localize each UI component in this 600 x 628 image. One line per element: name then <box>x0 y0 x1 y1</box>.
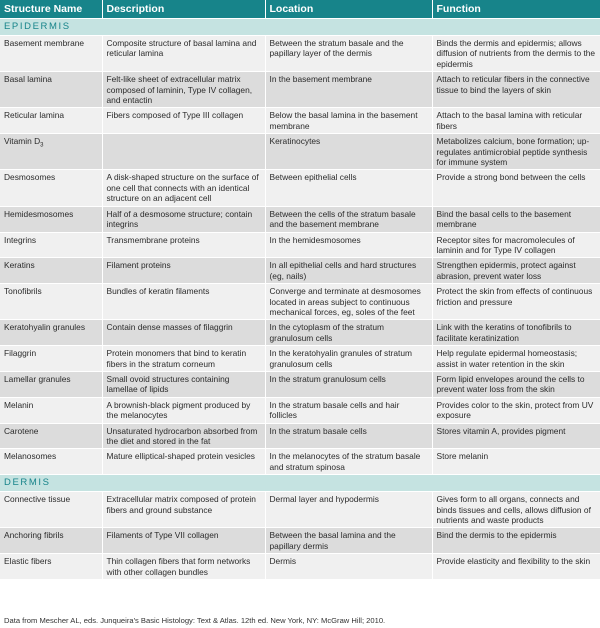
cell-location: Between epithelial cells <box>265 170 432 206</box>
cell-function: Gives form to all organs, connects and binds tissues and cells, allows diffusion of nutrients and waste products <box>432 492 600 528</box>
cell-location: Between the basal lamina and the papillary dermis <box>265 528 432 554</box>
table-row <box>0 528 600 554</box>
section-row-dermis <box>0 475 600 492</box>
cell-name: Integrins <box>0 232 102 258</box>
cell-location: In the cytoplasm of the stratum granulosum cells <box>265 320 432 346</box>
cell-name: Lamellar granules <box>0 371 102 397</box>
table-row <box>0 554 600 579</box>
cell-description: Protein monomers that bind to keratin fibers in the stratum corneum <box>102 346 265 372</box>
table-row <box>0 232 600 258</box>
table-row <box>0 397 600 423</box>
cell-function: Provides color to the skin, protect from UV exposure <box>432 397 600 423</box>
cell-name: Anchoring fibrils <box>0 528 102 554</box>
cell-function: Store melanin <box>432 449 600 475</box>
cell-description: A disk-shaped structure on the surface of one cell that connects with an identical structure on an adjacent cell <box>102 170 265 206</box>
cell-function: Metabolizes calcium, bone formation; up-regulates antimicrobial peptide synthesis for immune system <box>432 134 600 170</box>
cell-function: Binds the dermis and epidermis; allows diffusion of nutrients from the dermis to the epidermis <box>432 36 600 72</box>
table-body <box>0 19 600 580</box>
cell-function: Stores vitamin A, provides pigment <box>432 423 600 449</box>
cell-name: Basement membrane <box>0 36 102 72</box>
header-structure-name: Structure Name <box>0 0 102 19</box>
cell-location: In the melanocytes of the stratum basale and stratum spinosa <box>265 449 432 475</box>
table-row <box>0 258 600 284</box>
cell-name: Carotene <box>0 423 102 449</box>
cell-description: Filament proteins <box>102 258 265 284</box>
cell-name: Desmosomes <box>0 170 102 206</box>
cell-function: Receptor sites for macromolecules of laminin and for Type IV collagen <box>432 232 600 258</box>
cell-location: In the keratohyalin granules of stratum granulosum cells <box>265 346 432 372</box>
cell-description: A brownish-black pigment produced by the melanocytes <box>102 397 265 423</box>
cell-location: Converge and terminate at desmosomes located in areas subject to continuous mechanical forces, eg, soles of the feet <box>265 284 432 320</box>
cell-location: In the hemidesmosomes <box>265 232 432 258</box>
cell-description: Half of a desmosome structure; contain integrins <box>102 206 265 232</box>
cell-name: Hemidesmosomes <box>0 206 102 232</box>
table-row <box>0 134 600 170</box>
cell-function: Strengthen epidermis, protect against abrasion, prevent water loss <box>432 258 600 284</box>
source-note: Data from Mescher AL, eds. Junqueira's Basic Histology: Text & Atlas. 12th ed. New York, NY: McGraw Hill; 2010. <box>4 616 386 625</box>
table-row <box>0 72 600 108</box>
cell-name: Basal lamina <box>0 72 102 108</box>
cell-description: Contain dense masses of filaggrin <box>102 320 265 346</box>
cell-name: Elastic fibers <box>0 554 102 579</box>
cell-description: Composite structure of basal lamina and reticular lamina <box>102 36 265 72</box>
cell-function: Help regulate epidermal homeostasis; assist in water retention in the skin <box>432 346 600 372</box>
cell-description: Transmembrane proteins <box>102 232 265 258</box>
header-function: Function <box>432 0 600 19</box>
cell-name: Keratohyalin granules <box>0 320 102 346</box>
table-row <box>0 206 600 232</box>
cell-location: Below the basal lamina in the basement membrane <box>265 108 432 134</box>
section-title: EPIDERMIS <box>0 19 600 36</box>
table-row <box>0 320 600 346</box>
cell-location: In all epithelial cells and hard structures (eg, nails) <box>265 258 432 284</box>
table-row <box>0 423 600 449</box>
table-row <box>0 284 600 320</box>
cell-description: Thin collagen fibers that form networks with other collagen bundles <box>102 554 265 579</box>
table-row <box>0 346 600 372</box>
cell-location: In the basement membrane <box>265 72 432 108</box>
cell-location: Dermal layer and hypodermis <box>265 492 432 528</box>
table-row <box>0 170 600 206</box>
section-title: DERMIS <box>0 475 600 492</box>
cell-function: Form lipid envelopes around the cells to prevent water loss from the skin <box>432 371 600 397</box>
header-description: Description <box>102 0 265 19</box>
cell-location: Dermis <box>265 554 432 579</box>
table-row <box>0 108 600 134</box>
cell-name: Keratins <box>0 258 102 284</box>
cell-location: In the stratum granulosum cells <box>265 371 432 397</box>
cell-name: Filaggrin <box>0 346 102 372</box>
cell-function: Link with the keratins of tonofibrils to facilitate keratinization <box>432 320 600 346</box>
header-location: Location <box>265 0 432 19</box>
cell-location: Between the cells of the stratum basale and the basement membrane <box>265 206 432 232</box>
table-row <box>0 36 600 72</box>
cell-location: Between the stratum basale and the papillary layer of the dermis <box>265 36 432 72</box>
cell-description: Small ovoid structures containing lamellae of lipids <box>102 371 265 397</box>
cell-name: Connective tissue <box>0 492 102 528</box>
cell-name: Melanosomes <box>0 449 102 475</box>
table-header <box>0 0 600 19</box>
cell-description: Mature elliptical-shaped protein vesicles <box>102 449 265 475</box>
cell-description: Filaments of Type VII collagen <box>102 528 265 554</box>
cell-description: Extracellular matrix composed of protein fibers and ground substance <box>102 492 265 528</box>
cell-location: Keratinocytes <box>265 134 432 170</box>
table-row <box>0 492 600 528</box>
section-row-epidermis <box>0 19 600 36</box>
cell-function: Attach to the basal lamina with reticular fibers <box>432 108 600 134</box>
cell-function: Protect the skin from effects of continuous friction and pressure <box>432 284 600 320</box>
cell-function: Provide a strong bond between the cells <box>432 170 600 206</box>
cell-name: Reticular lamina <box>0 108 102 134</box>
cell-function: Bind the basal cells to the basement membrane <box>432 206 600 232</box>
cell-name-text: Vitamin D <box>4 136 41 147</box>
cell-name-subscript: 3 <box>40 142 44 149</box>
cell-description: Unsaturated hydrocarbon absorbed from the diet and stored in the fat <box>102 423 265 449</box>
cell-location: In the stratum basale cells and hair follicles <box>265 397 432 423</box>
cell-description: Felt-like sheet of extracellular matrix composed of laminin, Type IV collagen, and entactin <box>102 72 265 108</box>
cell-name: Melanin <box>0 397 102 423</box>
cell-function: Attach to reticular fibers in the connective tissue to bind the layers of skin <box>432 72 600 108</box>
cell-function: Provide elasticity and flexibility to the skin <box>432 554 600 579</box>
cell-description: Fibers composed of Type III collagen <box>102 108 265 134</box>
cell-location: In the stratum basale cells <box>265 423 432 449</box>
cell-function: Bind the dermis to the epidermis <box>432 528 600 554</box>
cell-description: Bundles of keratin filaments <box>102 284 265 320</box>
table-row <box>0 371 600 397</box>
cell-name <box>0 134 102 170</box>
cell-description <box>102 134 265 170</box>
table-row <box>0 449 600 475</box>
cell-name: Tonofibrils <box>0 284 102 320</box>
